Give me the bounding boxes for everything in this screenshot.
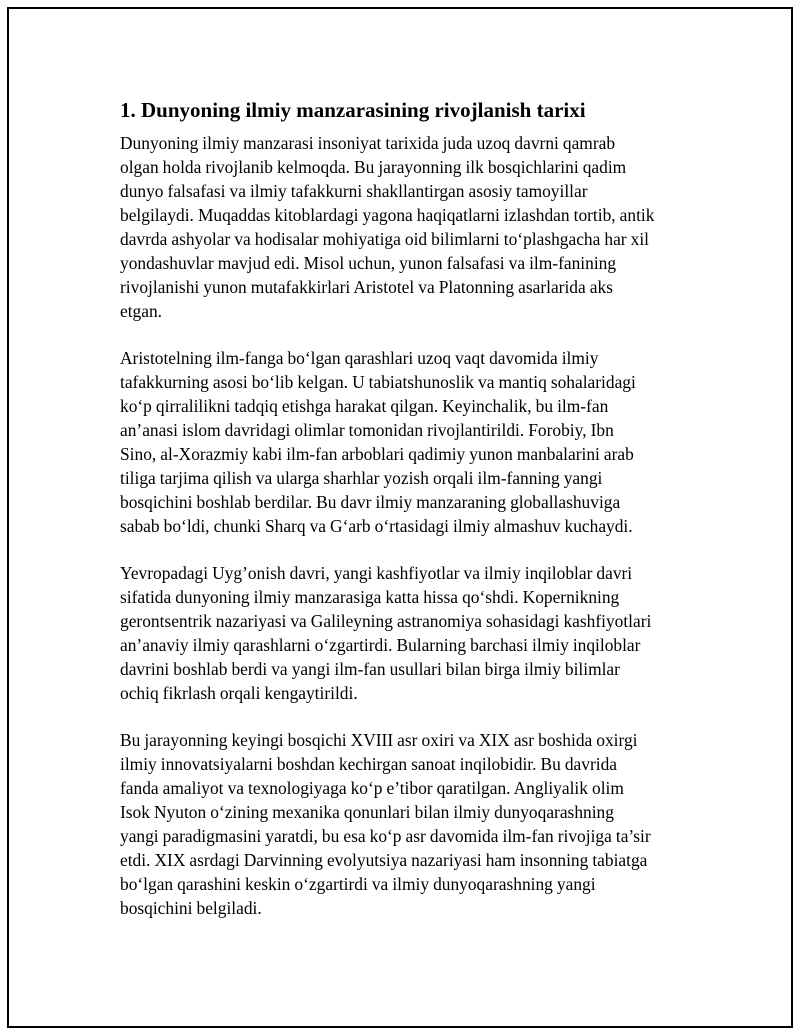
text-line: ko‘p qirralilikni tadqiq etishga harakat qilgan. Keyinchalik, bu ilm-fan [120,396,609,416]
text-line: Isok Nyuton o‘zining mexanika qonunlari bilan ilmiy dunyoqarashning [120,802,614,822]
text-line: fanda amaliyot va texnologiyaga ko‘p e’tibor qaratilgan. Angliyalik olim [120,778,624,798]
text-line: davrini boshlab berdi va yangi ilm-fan usullari bilan birga ilmiy bilimlar [120,659,620,679]
text-line: olgan holda rivojlanib kelmoqda. Bu jarayonning ilk bosqichlarini qadim [120,157,627,177]
paragraph-1 [120,131,700,323]
text-line: tafakkurning asosi bo‘lib kelgan. U tabiatshunoslik va mantiq sohalaridagi [120,372,636,392]
text-line: an’anasi islom davridagi olimlar tomonidan rivojlantirildi. Forobiy, Ibn [120,420,614,440]
text-line: gerontsentrik nazariyasi va Galileyning astranomiya sohasidagi kashfiyotlari [120,611,652,631]
text-line: Aristotelning ilm-fanga bo‘lgan qarashlari uzoq vaqt davomida ilmiy [120,348,599,368]
text-line: bo‘lgan qarashini keskin o‘zgartirdi va ilmiy dunyoqarashning yangi [120,874,596,894]
paragraph-4 [120,728,700,920]
text-line: ilmiy innovatsiyalarni boshdan kechirgan sanoat inqilobidir. Bu davrida [120,754,617,774]
text-line: bosqichini belgiladi. [120,898,262,918]
paragraph-2 [120,346,700,538]
text-line: davrda ashyolar va hodisalar mohiyatiga oid bilimlarni to‘plashgacha har xil [120,229,650,249]
section-heading: 1. Dunyoning ilmiy manzarasining rivojlanish tarixi [120,98,586,122]
text-line: belgilaydi. Muqaddas kitoblardagi yagona haqiqatlarni izlashdan tortib, antik [120,205,655,225]
document-page [7,7,793,1028]
text-line: etgan. [120,301,163,321]
text-line: etdi. XIX asrdagi Darvinning evolyutsiya nazariyasi ham insonning tabiatga [120,850,648,870]
text-line: dunyo falsafasi va ilmiy tafakkurni shakllantirgan asosiy tamoyillar [120,181,588,201]
text-line: sabab bo‘ldi, chunki Sharq va G‘arb o‘rtasidagi ilmiy almashuv kuchaydi. [120,516,633,536]
text-line: ochiq fikrlash orqali kengaytirildi. [120,683,358,703]
text-line: Bu jarayonning keyingi bosqichi XVIII asr oxiri va XIX asr boshida oxirgi [120,730,638,750]
text-line: tiliga tarjima qilish va ularga sharhlar yozish orqali ilm-fanning yangi [120,468,603,488]
text-line: sifatida dunyoning ilmiy manzarasiga katta hissa qo‘shdi. Kopernikning [120,587,620,607]
document-body [120,97,700,943]
text-line: Yevropadagi Uyg’onish davri, yangi kashfiyotlar va ilmiy inqiloblar davri [120,563,633,583]
text-line: rivojlanishi yunon mutafakkirlari Aristotel va Platonning asarlarida aks [120,277,613,297]
text-line: bosqichini boshlab berdilar. Bu davr ilmiy manzaraning globallashuviga [120,492,621,512]
text-line: an’anaviy ilmiy qarashlarni o‘zgartirdi. Bularning barchasi ilmiy inqiloblar [120,635,641,655]
text-line: Dunyoning ilmiy manzarasi insoniyat tarixida juda uzoq davrni qamrab [120,133,616,153]
paragraph-3 [120,561,700,705]
text-line: Sino, al-Xorazmiy kabi ilm-fan arboblari qadimiy yunon manbalarini arab [120,444,634,464]
text-line: yangi paradigmasini yaratdi, bu esa ko‘p asr davomida ilm-fan rivojiga ta’sir [120,826,651,846]
text-line: yondashuvlar mavjud edi. Misol uchun, yunon falsafasi va ilm-fanining [120,253,617,273]
